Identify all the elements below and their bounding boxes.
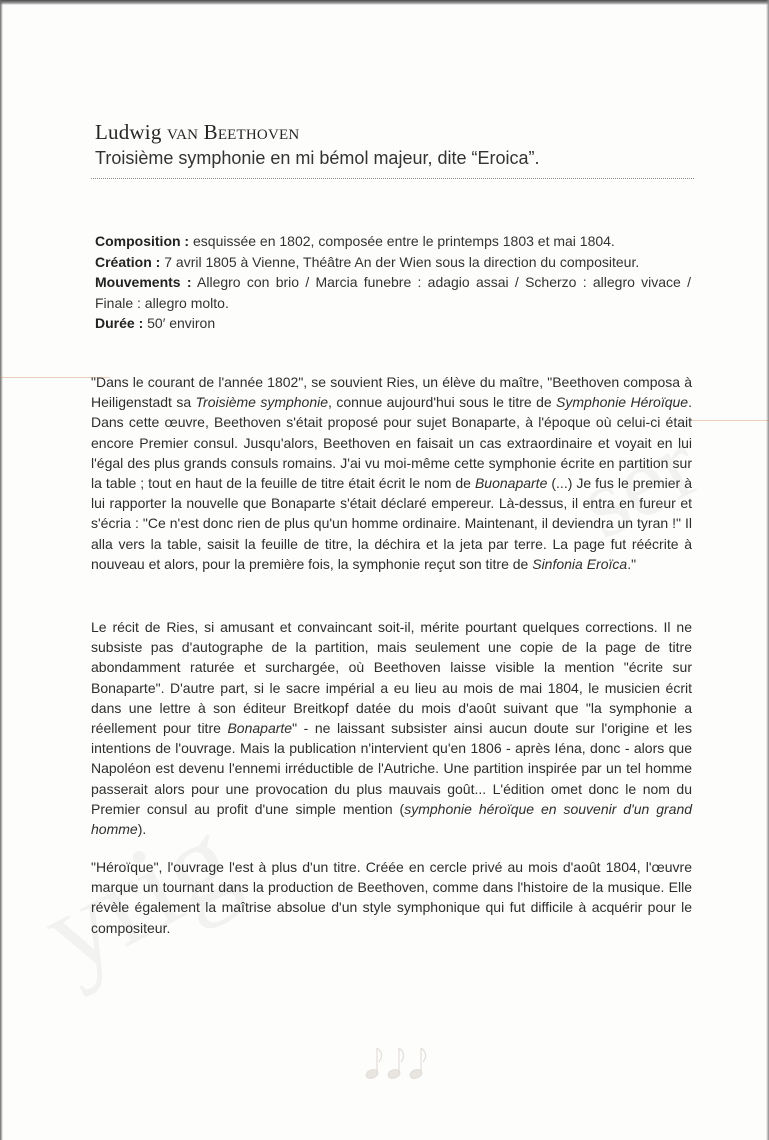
work-facts (95, 231, 691, 334)
text-run: Le récit de Ries, si amusant et convaincant soit-il, mérite pourtant quelques corrections. Il ne subsiste pas d'autographe de la partition, mais seulement une copie de la page de titre abondamment raturée et surchargée, où Beethoven laisse visible la mention "écrite sur Bonaparte". D'autre part, si le sacre impérial a eu lieu au mois de mai 1804, le musicien écrit dans une lettre à son éditeur Breitkopf datée du mois d'août suivant que "la symphonie a réellement pour titre (91, 619, 692, 737)
fact-label: Création : (95, 253, 161, 270)
fact-value: esquissée en 1802, composée entre le printemps 1803 et mai 1804. (193, 233, 615, 249)
fact-value: 50′ environ (147, 315, 216, 331)
fact-value: 7 avril 1805 à Vienne, Théâtre An der Wien sous la direction du compositeur. (164, 253, 640, 270)
text-run: "Héroïque", l'ouvrage l'est à plus d'un titre. Créée en cercle privé au mois d'août 1804, l'œuvre marque un tournant dans la production de Beethoven, comme dans l'histoire de la musique. Elle révèle également la maîtrise absolue d'un style symphonique qui fut difficile à acquérir pour le compositeur. (91, 859, 692, 936)
paragraph-corrections (91, 617, 692, 839)
fact-label: Composition : (95, 233, 190, 249)
italic-title: symphonie héroïque en souvenir d'un grand homme (91, 800, 693, 838)
title-divider (91, 178, 694, 180)
italic-title: Bonaparte (227, 720, 293, 737)
text-run: ." (627, 555, 637, 572)
three-eighth-notes-ornament-icon (362, 1042, 434, 1082)
italic-title: Symphonie Héroïque (556, 394, 689, 411)
italic-title: Buonaparte (474, 475, 548, 492)
italic-title: Troisième symphonie (195, 394, 329, 411)
composer-last-name: Beethoven (203, 120, 300, 144)
composer-first-name: Ludwig (95, 120, 162, 144)
fact-value: Allegro con brio / Marcia funebre : adagio assai / Scherzo : allegro vivace / Finale : allegro molto. (95, 274, 692, 311)
text-run: , connue aujourd'hui sous le titre de (328, 394, 557, 411)
work-title: Troisième symphonie en mi bémol majeur, dite “Eroica”. (95, 148, 540, 168)
text-run: . Dans cette œuvre, Beethoven s'était proposé pour sujet Bonaparte, à l'époque où celui-ci était encore Premier consul. Jusqu'alors, Beethoven en faisait un cas extraordinaire et voyait en lui l'égal des plus grands consuls romains. J'ai vu moi-même cette symphonie écrite en partition sur la table ; tout en haut de la feuille de titre était écrit le nom de (91, 394, 692, 492)
paragraph-ries-quote (91, 372, 692, 574)
scan-edge-left (0, 0, 3, 1140)
fact-composition (95, 231, 691, 252)
paragraph-heroique (91, 857, 692, 938)
fact-duree (95, 313, 691, 334)
composer-particle: van (166, 120, 199, 144)
text-run: ). (137, 821, 147, 838)
scan-edge-top (0, 0, 769, 5)
text-run: " - ne laissant subsister ainsi aucun doute sur l'origine et les intentions de l'ouvrage. Mais la publication n'intervient qu'en 1806 - après Iéna, donc - alors que Napoléon est devenu l'ennemi irréductible de l'Autriche. Une partition inspirée par un tel homme passerait alors pour une provocation du plus mauvais goût... L'édition omet donc le nom du Premier consul au profit d'une simple mention ( (91, 720, 692, 817)
fact-label: Mouvements : (95, 274, 192, 290)
fact-label: Durée : (95, 315, 144, 331)
composer-name (95, 120, 299, 145)
fact-creation (95, 252, 691, 273)
text-run: (...) Je fus le premier à lui rapporter la nouvelle que Bonaparte s'était déclaré empereur. Là-dessus, il entra en fureur et s'écria : "Ce n'est donc rien de plus qu'un homme ordinaire. Maintenant, il deviendra un tyran !" Il alla vers la table, saisit la feuille de titre, la déchira et la jeta par terre. La page fut réécrite à nouveau et alors, pour la première fois, la symphonie reçut son titre de (91, 475, 692, 572)
fact-mouvements (95, 272, 691, 313)
scan-mark (690, 420, 769, 421)
text-run: "Dans le courant de l'année 1802", se souvient Ries, un élève du maître, "Beethoven composa à Heiligenstadt sa (91, 374, 692, 411)
italic-title: Sinfonia Eroïca (532, 555, 628, 572)
